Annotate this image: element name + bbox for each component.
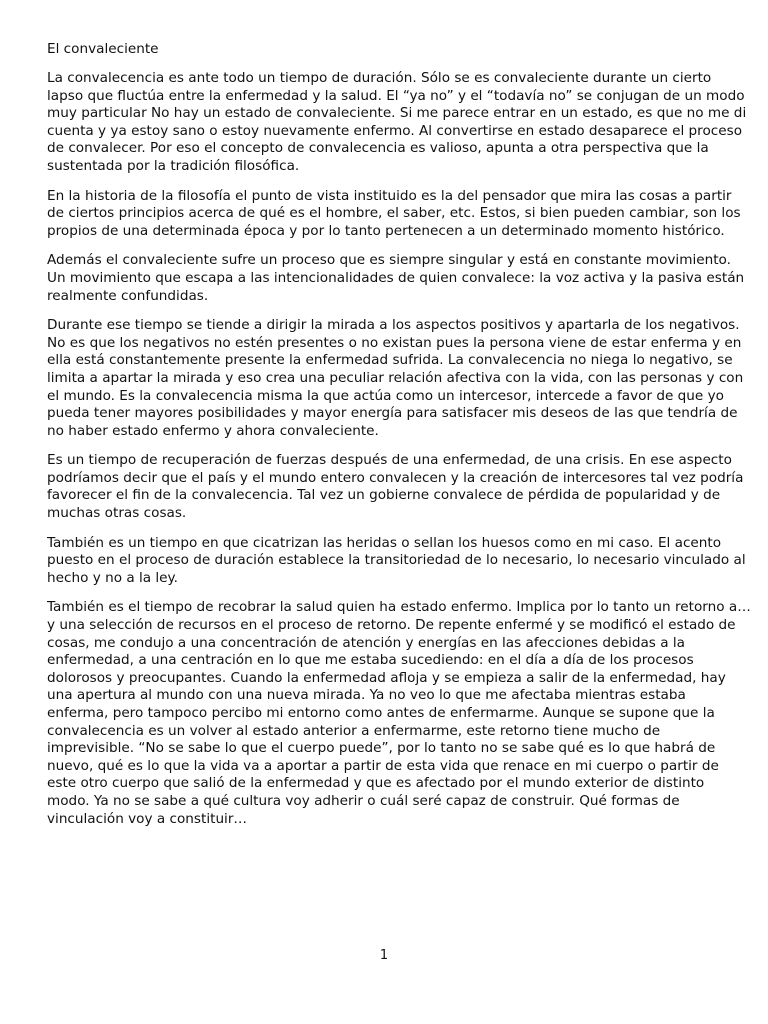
paragraph-2: En la historia de la filosofía el punto de vista instituido es la del pensador que mira las cosas a partir de ciertos principios acerca de qué es el hombre, el saber, etc. Estos, si bien pueden cambiar, son los propios de una determinada época y por lo tanto pertenecen a un determinado momento histórico. — [47, 187, 741, 239]
paragraph-6: También es un tiempo en que cicatrizan las heridas o sellan los huesos como en mi caso. El acento puesto en el proceso de duración establece la transitoriedad de lo necesario, lo necesario vinculado al hecho y no a la ley. — [47, 534, 746, 586]
paragraph-3: Además el convaleciente sufre un proceso que es siempre singular y está en constante movimiento. Un movimiento que escapa a las intencionalidades de quien convalece: la voz activa y la pasiva están realmente confundidas. — [47, 252, 745, 304]
document-page — [47, 40, 751, 840]
page-number: 1 — [379, 948, 389, 963]
document-title: El convaleciente — [47, 41, 159, 57]
paragraph-5: Es un tiempo de recuperación de fuerzas después de una enfermedad, de una crisis. En ese aspecto podríamos decir que el país y el mundo entero convalecen y la creación de intercesores tal vez podría favorecer el fin de la convalecencia. Tal vez un gobierne convalece de pérdida de popularidad y de muchas otras cosas. — [47, 452, 744, 522]
paragraph-7: También es el tiempo de recobrar la salud quien ha estado enfermo. Implica por lo tanto un retorno a… y una selección de recursos en el proceso de retorno. De repente enfermé y se modificó el estado de cosas, me condujo a una concentración de atención y energías en las afecciones debidas a la enfermedad, a una centración en lo que me estaba sucediendo: en el día a día de los procesos dolorosos y preocupantes. Cuando la enfermedad afloja y se empieza a salir de la enfermedad, hay una apertura al mundo con una nueva mirada. Ya no veo lo que me afectaba mientras estaba enferma, pero tampoco percibo mi entorno como antes de enfermarme. Aunque se supone que la convalecencia es un volver al estado anterior a enfermarme, este retorno tiene mucho de imprevisible. “No se sabe lo que el cuerpo puede”, por lo tanto no se sabe qué es lo que habrá de nuevo, qué es lo que la vida va a aportar a partir de esta vida que renace en mi cuerpo o partir de este otro cuerpo que salió de la enfermedad y que es afectado por el mundo exterior de distinto modo. Ya no se sabe a qué cultura voy adherir o cuál seré capaz de construir. Qué formas de vinculación voy a constituir… — [47, 599, 751, 827]
paragraph-1: La convalecencia es ante todo un tiempo de duración. Sólo se es convaleciente durante un cierto lapso que fluctúa entre la enfermedad y la salud. El “ya no” y el “todavía no” se conjugan de un modo muy particular No hay un estado de convaleciente. Si me parece entrar en un estado, es que no me di cuenta y ya estoy sano o estoy nuevamente enfermo. Al convertirse en estado desaparece el proceso de convalecer. Por eso el concepto de convalecencia es valioso, apunta a otra perspectiva que la sustentada por la tradición filosófica. — [47, 70, 747, 174]
paragraph-4: Durante ese tiempo se tiende a dirigir la mirada a los aspectos positivos y apartarla de los negativos. No es que los negativos no estén presentes o no existan pues la persona viene de estar enferma y en ella está constantemente presente la enfermedad sufrida. La convalecencia no niega lo negativo, se limita a apartar la mirada y eso crea una peculiar relación afectiva con la vida, con las personas y con el mundo. Es la convalecencia misma la que actúa como un intercesor, intercede a favor de que yo pueda tener mayores posibilidades y mayor energía para satisfacer mis deseos de las que tendría de no haber estado enfermo y ahora convaleciente. — [47, 317, 744, 439]
